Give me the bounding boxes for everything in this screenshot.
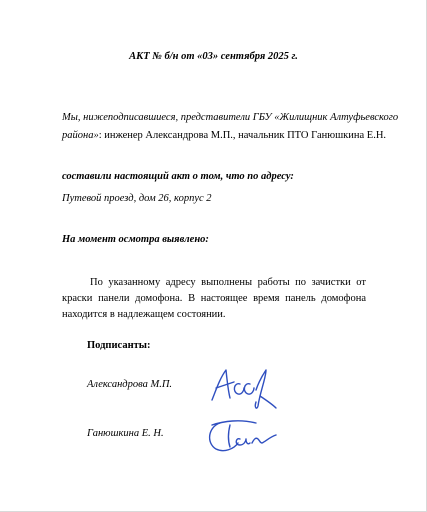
address-text: Путевой проезд, дом 26, корпус 2	[62, 193, 212, 204]
intro-line-2-rest: : инженер Александрова М.П., начальник ПТО Ганюшкина Е.Н.	[98, 130, 387, 141]
composed-heading: составили настоящий акт о том, что по адресу:	[62, 171, 294, 182]
signature-2-image	[200, 413, 285, 458]
intro-line-2-italic: района»	[62, 130, 99, 141]
signatory-1-name: Александрова М.П.	[87, 379, 173, 390]
signatory-2-name: Ганюшкина Е. Н.	[87, 428, 164, 439]
intro-line-1: Мы, нижеподписавшиеся, представители ГБУ «Жилищник Алтуфьевского	[62, 112, 399, 123]
act-title: АКТ № б/н от «03» сентября 2025 г.	[129, 51, 298, 62]
signature-1-image	[200, 362, 280, 412]
signatories-heading: Подписанты:	[87, 340, 151, 351]
findings-paragraph: По указанному адресу выполнены работы по зачистки от краски панели домофона. В настоящее время панель домофона находится в надлежащем состоянии.	[62, 277, 366, 320]
intro-line-2	[62, 130, 386, 141]
inspection-heading: На момент осмотра выявлено:	[62, 234, 209, 245]
